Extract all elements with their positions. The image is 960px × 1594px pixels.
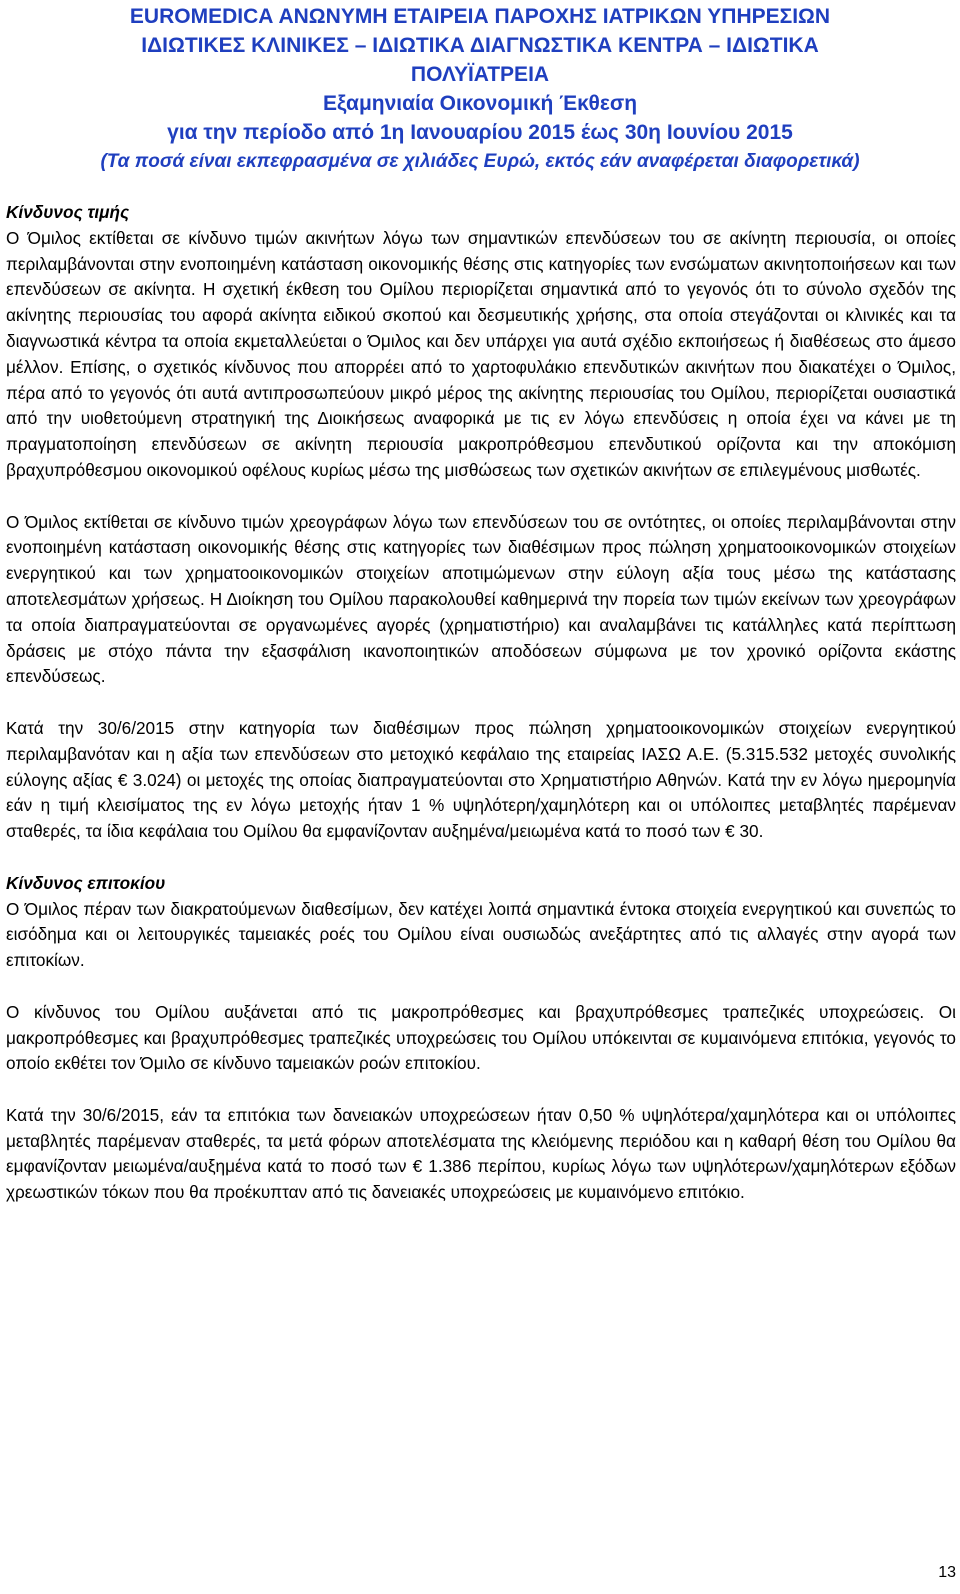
document-body <box>6 200 956 1232</box>
report-period: για την περίοδο από 1η Ιανουαρίου 2015 έως 30η Ιουνίου 2015 <box>167 121 793 144</box>
section-heading-interest-risk: Κίνδυνος επιτοκίου <box>6 872 166 893</box>
paragraph: Ο Όμιλος πέραν των διακρατούμενων διαθεσίμων, δεν κατέχει λοιπά σημαντικά έντοκα στοιχεία ενεργητικού και συνεπώς το εισόδημα και οι λειτουργικές ταμειακές ροές του Ομίλου είναι ουσιωδώς ανεξάρτητες από τις αλλαγές στην αγορά των επιτοκίων. <box>6 898 956 971</box>
page-number: 13 <box>938 1564 956 1581</box>
amounts-note: (Τα ποσά είναι εκπεφρασμένα σε χιλιάδες Ευρώ, εκτός εάν αναφέρεται διαφορετικά) <box>100 151 860 172</box>
paragraph: Ο Όμιλος εκτίθεται σε κίνδυνο τιμών χρεογράφων λόγω των επενδύσεων του σε οντότητες, οι οποίες περιλαμβάνονται στην ενοποιημένη κατάσταση οικονομικής θέσης στις κατηγορίες των διαθέσιμων προς πώληση χρηματοοικονομικών στοιχείων ενεργητικού και των χρηματοοικονομικών στοιχείων αποτιμώμενων στην εύλογη αξία τους μέσω της κατάστασης αποτελεσμάτων χρήσεως. Η Διοίκηση του Ομίλου παρακολουθεί καθημερινά την πορεία των τιμών εκείνων των χρεογράφων τα οποία διαπραγματεύονται σε οργανωμένες αγορές (χρηματιστήριο) και αναλαμβάνει τις κατάλληλες κατά περίπτωση δράσεις με στόχο πάντα την εξασφάλιση ικανοποιητικών αποδόσεων σύμφωνα με τον χρονικό ορίζοντα εκάστης επενδύσεως. <box>6 511 956 687</box>
paragraph: Κατά την 30/6/2015 στην κατηγορία των διαθέσιμων προς πώληση χρηματοοικονομικών στοιχείων ενεργητικού περιλαμβανόταν και η αξία των επενδύσεων στο μετοχικό κεφάλαιο της εταιρείας ΙΑΣΩ Α.Ε. (5.315.532 μετοχές συνολικής εύλογης αξίας € 3.024) οι μετοχές της οποίας διαπραγματεύονται στο Χρηματιστήριο Αθηνών. Κατά την εν λόγω ημερομηνία εάν η τιμή κλεισίματος της εν λόγω μετοχής ήταν 1 % υψηλότερη/χαμηλότερη και οι υπόλοιπες μεταβλητές παρέμεναν σταθερές, τα ίδια κεφάλαια του Ομίλου θα εμφανίζονταν αυξημένα/μειωμένα κατά το ποσό των € 30. <box>6 717 956 842</box>
company-name: EUROMEDICA ΑΝΩΝΥΜΗ ΕΤΑΙΡΕΙΑ ΠΑΡΟΧΗΣ ΙΑΤΡΙΚΩΝ ΥΠΗΡΕΣΙΩΝ <box>129 5 831 28</box>
paragraph: Κατά την 30/6/2015, εάν τα επιτόκια των δανειακών υποχρεώσεων ήταν 0,50 % υψηλότερα/χαμηλότερα και οι υπόλοιπες μεταβλητές παρέμεναν σταθερές, τα μετά φόρων αποτελέσματα της κλειόμενης περιόδου και η καθαρή θέση του Ομίλου θα εμφανίζονταν μειωμένα/αυξημένα κατά το ποσό των € 1.386 περίπου, κυρίως λόγω των υψηλότερων/χαμηλότερων εξόδων χρεωστικών τόκων που θα προέκυπταν από τις δανειακές υποχρεώσεις με κυμαινόμενο επιτόκιο. <box>6 1104 956 1203</box>
report-title: Εξαμηνιαία Οικονομική Έκθεση <box>322 92 638 115</box>
paragraph: Ο Όμιλος εκτίθεται σε κίνδυνο τιμών ακινήτων λόγω των σημαντικών επενδύσεων του σε ακίνητη περιουσία, οι οποίες περιλαμβάνονται στην ενοποιημένη κατάσταση οικονομικής θέσης στις κατηγορίες των ενσώματων ακινητοποιήσεων και των επενδύσεων σε ακίνητα. Η σχετική έκθεση του Ομίλου περιορίζεται σημαντικά από το γεγονός ότι το σύνολο σχεδόν της ακίνητης περιουσίας του αφορά ακίνητα ειδικού σκοπού και δεσμευτικής χρήσης, στα οποία στεγάζονται οι κλινικές και τα διαγνωστικά κέντρα τα οποία εκμεταλλεύεται ο Όμιλος και δεν υπάρχει για αυτά σχέδιο εκποιήσεως ή διαθέσεως στο άμεσο μέλλον. Επίσης, ο σχετικός κίνδυνος που απορρέει από το χαρτοφυλάκιο επενδυτικών ακινήτων που διακατέχει ο Όμιλος, πέρα από το γεγονός ότι αυτά αντιπροσωπεύουν μικρό μέρος της ακίνητης περιουσίας του Ομίλου, περιορίζεται ουσιαστικά από την υιοθετούμενη στρατηγική της Διοικήσεως αναφορικά με τις εν λόγω επενδύσεις η οποία έχει να κάνει με τη πραγματοποίηση επενδύσεων σε ακίνητη περιουσία μακροπρόθεσμου επενδυτικού ορίζοντα και την αποκόμιση βραχυπρόθεσμου οικονομικού οφέλους κυρίως μέσω της μισθώσεως των σχετικών ακινήτων σε επιλεγμένους μισθωτές. <box>6 227 956 480</box>
report-header <box>0 2 960 176</box>
paragraph: Ο κίνδυνος του Ομίλου αυξάνεται από τις μακροπρόθεσμες και βραχυπρόθεσμες τραπεζικές υποχρεώσεις. Οι μακροπρόθεσμες και βραχυπρόθεσμες τραπεζικές υποχρεώσεις του Ομίλου υπόκεινται σε κυμαινόμενα επιτόκια, γεγονός το οποίο εκθέτει τον Όμιλο σε κίνδυνο ταμειακών ροών επιτοκίου. <box>6 1001 956 1074</box>
section-heading-price-risk: Κίνδυνος τιμής <box>6 202 130 222</box>
company-activities-cont: ΠΟΛΥΪΑΤΡΕΙΑ <box>410 63 550 86</box>
company-activities: ΙΔΙΩΤΙΚΕΣ ΚΛΙΝΙΚΕΣ – ΙΔΙΩΤΙΚΑ ΔΙΑΓΝΩΣΤΙΚΑ ΚΕΝΤΡΑ – ΙΔΙΩΤΙΚΑ <box>141 34 819 57</box>
